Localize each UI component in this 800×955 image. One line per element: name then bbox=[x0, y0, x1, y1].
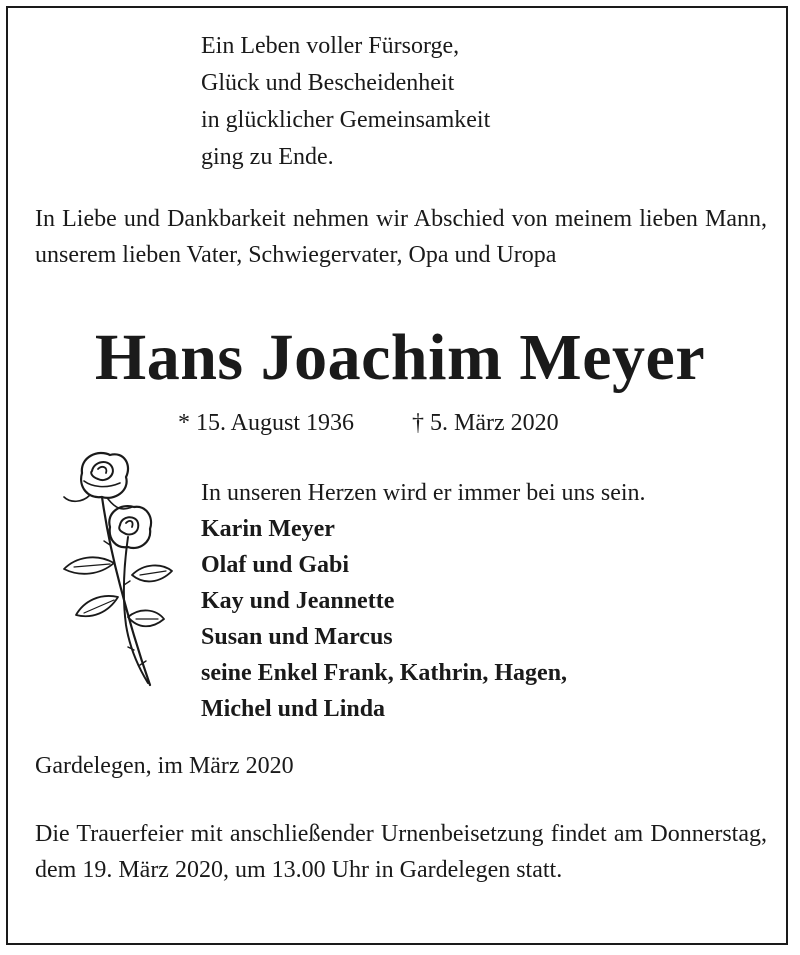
place-date: Gardelegen, im März 2020 bbox=[35, 753, 294, 779]
mourner-name: Olaf und Gabi bbox=[201, 552, 350, 578]
memorial-poem bbox=[201, 28, 490, 176]
mourner-name: Susan und Marcus bbox=[201, 624, 393, 650]
mourner-name: Kay und Jeannette bbox=[201, 588, 395, 614]
farewell-text: In Liebe und Dankbarkeit nehmen wir Abschied von meinem lieben Mann, unserem lieben Vater, Schwiegervater, Opa und Uropa bbox=[35, 206, 767, 268]
poem-line: Glück und Bescheidenheit bbox=[201, 70, 455, 96]
mourner-name: Michel und Linda bbox=[201, 696, 386, 722]
funeral-notice: Die Trauerfeier mit anschließender Urnenbeisetzung findet am Donnerstag, dem 19. März 2020, um 13.00 Uhr in Gardelegen statt. bbox=[35, 821, 767, 883]
mourner-name: Karin Meyer bbox=[201, 516, 335, 542]
life-dates bbox=[178, 405, 559, 441]
deceased-name: Hans Joachim Meyer bbox=[94, 321, 706, 394]
birth-date: * 15. August 1936 bbox=[178, 410, 355, 436]
mourner-name: seine Enkel Frank, Kathrin, Hagen, bbox=[201, 660, 568, 686]
death-date: † 5. März 2020 bbox=[412, 410, 559, 436]
poem-line: ging zu Ende. bbox=[201, 144, 334, 170]
mourners-tagline: In unseren Herzen wird er immer bei uns sein. bbox=[201, 480, 646, 506]
rose-icon bbox=[40, 445, 180, 695]
mourners-block bbox=[201, 475, 646, 727]
poem-line: in glücklicher Gemeinsamkeit bbox=[201, 107, 491, 133]
poem-line: Ein Leben voller Fürsorge, bbox=[201, 33, 460, 59]
